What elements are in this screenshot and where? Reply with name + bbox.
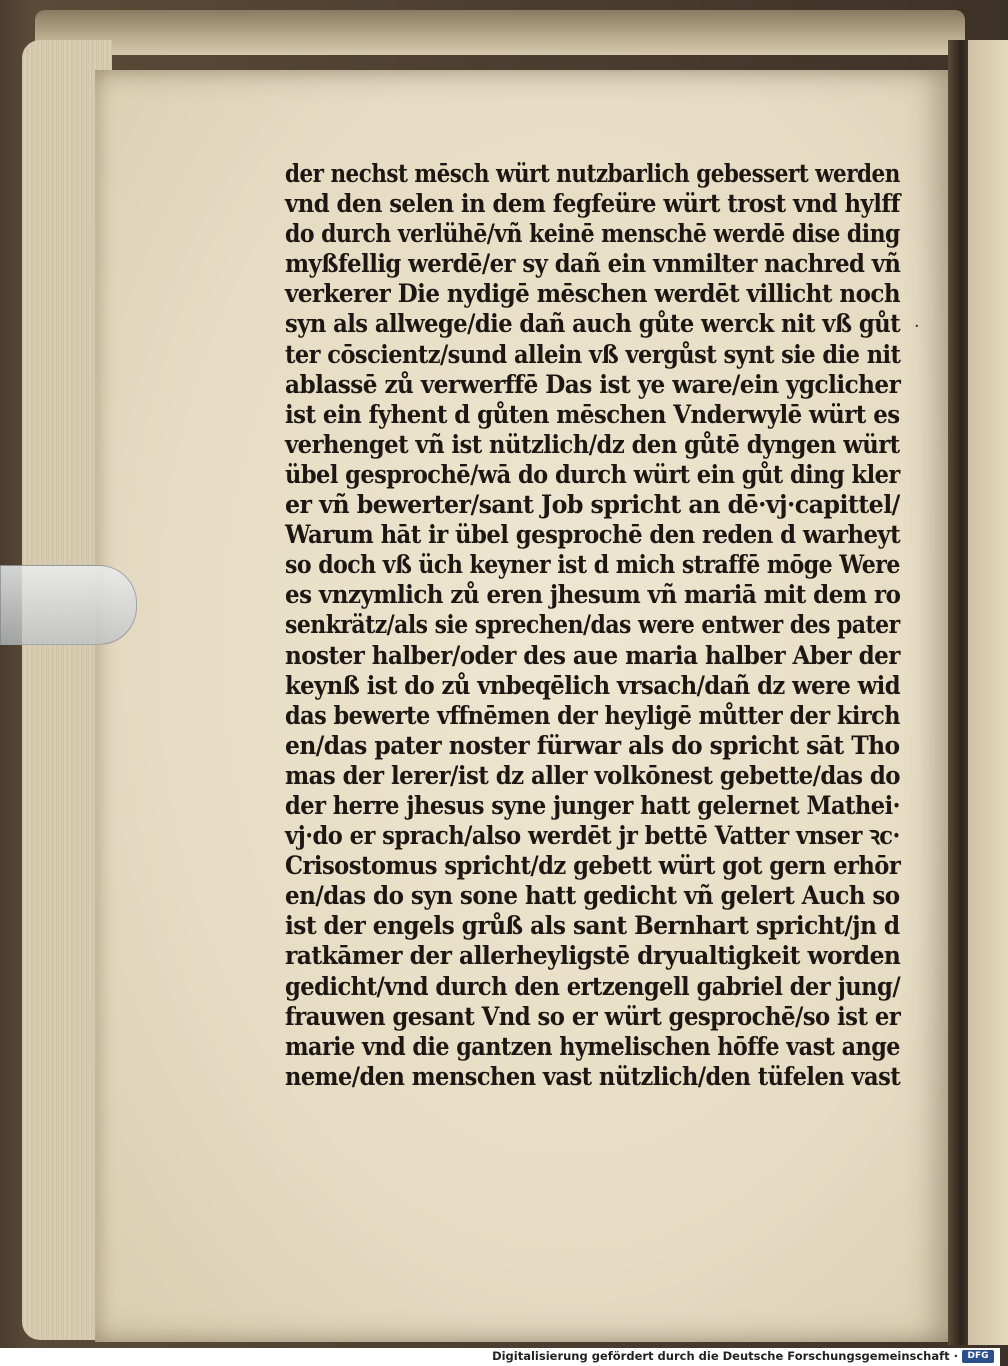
text-line: vnd den selen in dem fegfeüre würt trost vnd hylff <box>285 188 900 219</box>
text-line: marie vnd die gantzen hymelischen hōffe vast ange <box>285 1030 900 1061</box>
text-line: senkrätz/als sie sprechen/das were entwer des pater <box>285 609 900 640</box>
text-line: ter cōscientz/sund allein vß vergůst synt sie die nit <box>285 338 901 369</box>
text-line: verhenget vñ ist nützlich/dz den gůtē dyngen würt <box>285 428 900 459</box>
text-line: der herre jhesus syne junger hatt gelernet Mathei· <box>285 789 900 820</box>
text-line: ratkāmer der allerheyligstē dryualtigkeit worden <box>285 940 901 971</box>
text-line: Crisostomus spricht/dz gebett würt got gern erhōr <box>285 850 901 881</box>
text-line: noster halber/oder des aue maria halber Aber der <box>285 639 900 670</box>
text-line: keynß ist do zů vnbeqēlich vrsach/dañ dz were wid <box>285 669 901 700</box>
funding-credit: Digitalisierung gefördert durch die Deutsche Forschungsgemeinschaft · <box>492 1349 958 1363</box>
text-line: en/das pater noster fürwar als do spricht sāt Tho <box>285 729 900 760</box>
text-line: neme/den menschen vast nützlich/den tüfelen vast <box>285 1060 901 1091</box>
text-line: ist ein fyhent d gůten mēschen Vnderwylē würt es <box>285 398 900 429</box>
text-line: so doch vß üch keyner ist d mich straffē mōge Were <box>285 549 900 580</box>
text-line: ablassē zů verwerffē Das ist ye ware/ein ygclicher <box>285 368 901 399</box>
text-line: er vñ bewerter/sant Job spricht an dē·vj·capittel/ <box>285 489 900 520</box>
plastic-page-clip <box>0 565 137 645</box>
page-text-block <box>285 158 900 1091</box>
digitization-footer <box>0 1348 1000 1366</box>
text-line: syn als allwege/die dañ auch gůte werck nit vß gůt <box>285 308 901 339</box>
text-line: ist der engels grůß als sant Bernhart spricht/jn d <box>285 910 900 941</box>
book-gutter <box>948 40 970 1345</box>
text-line: der nechst mēsch würt nutzbarlich gebessert werden <box>285 158 900 188</box>
text-line: das bewerte vffnēmen der heyligē můtter der kirch <box>285 699 901 730</box>
text-line: übel gesprochē/wā do durch würt ein gůt ding kler <box>285 458 900 489</box>
book-head-edge <box>35 10 965 55</box>
text-line: verkerer Die nydigē mēschen werdēt villicht noch <box>285 278 901 309</box>
marginal-mark: · <box>914 316 920 337</box>
text-line: frauwen gesant Vnd so er würt gesprochē/so ist er <box>285 1000 901 1031</box>
text-line: gedicht/vnd durch den ertzengell gabriel der jung/ <box>285 970 901 1001</box>
text-line: en/das do syn sone hatt gedicht vñ gelert Auch so <box>285 880 900 911</box>
text-line: myßfellig werdē/er sy dañ ein vnmilter nachred vñ <box>285 248 901 279</box>
dfg-logo-icon: DFG <box>962 1350 994 1363</box>
facing-page-edge <box>968 40 1008 1345</box>
text-line: mas der lerer/ist dz aller volkōnest gebette/das do <box>285 759 900 790</box>
text-line: do durch verlühē/vñ keinē menschē werdē dise ding <box>285 218 900 249</box>
text-line: Warum hāt ir übel gesprochē den reden d warheyt <box>285 519 901 550</box>
text-line: vj·do er sprach/also werdēt jr bettē Vatter vnser ꝛc· <box>285 820 900 851</box>
text-line: es vnzymlich zů eren jhesum vñ mariā mit dem ro <box>285 579 901 610</box>
